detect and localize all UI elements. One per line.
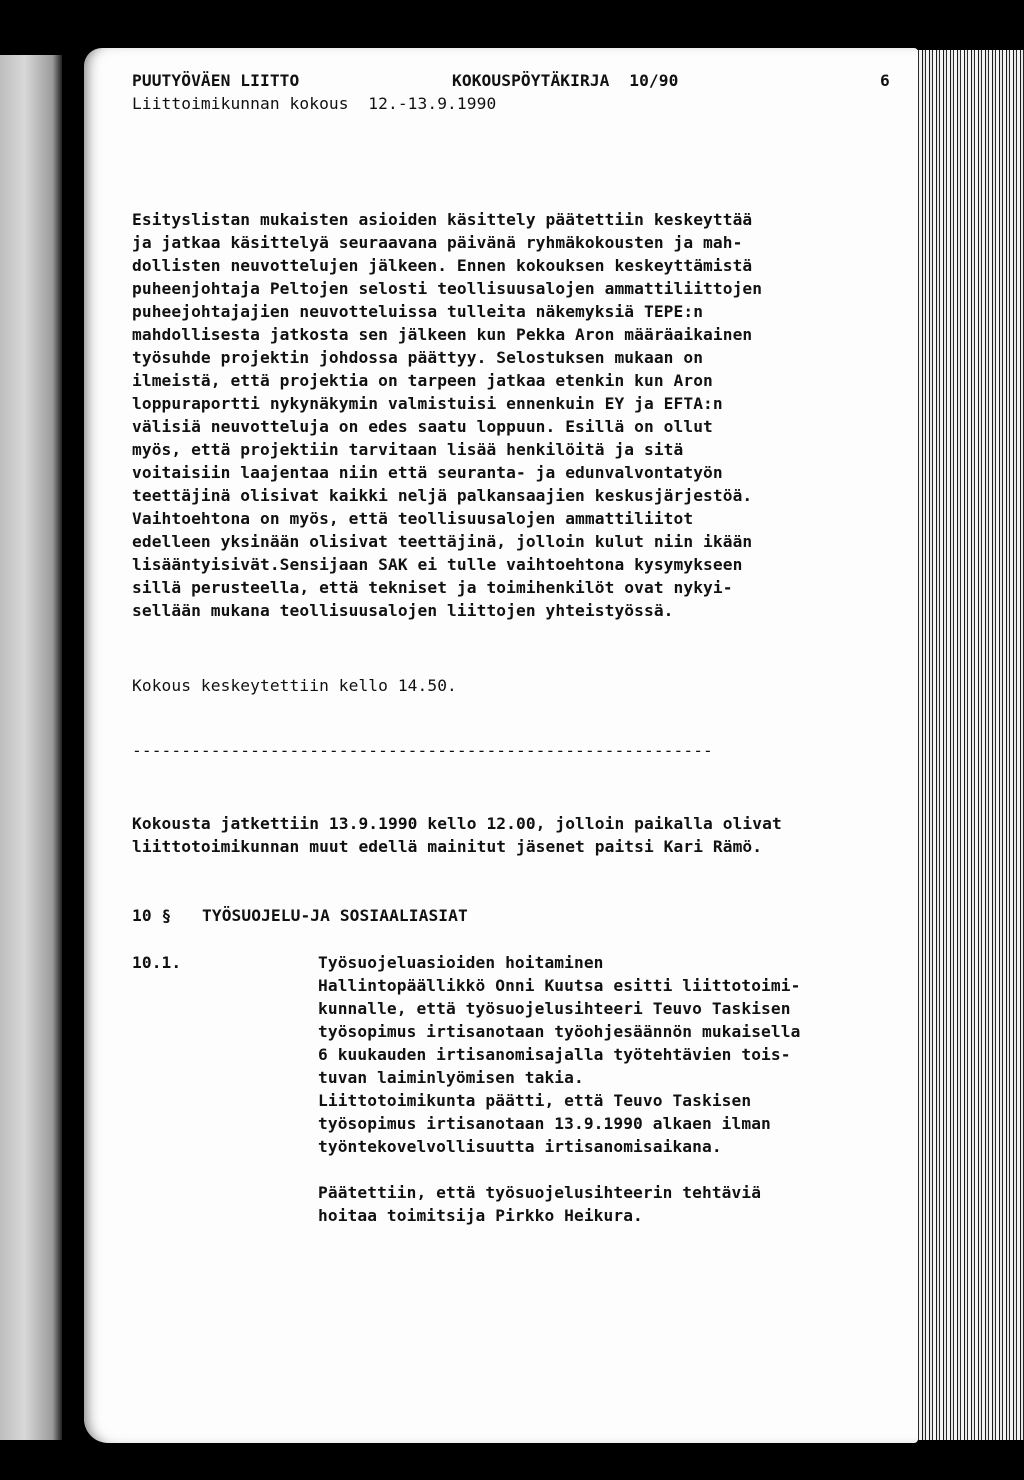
- previous-page-edge: [0, 55, 62, 1440]
- section-title: TYÖSUOJELU-JA SOSIAALIASIAT: [202, 906, 468, 925]
- subsection-body: Työsuojeluasioiden hoitaminen Hallintopäällikkö Onni Kuutsa esitti liittotoimi- kunnalle, että työsuojelusihteeri Teuvo Taskisen työsopimus irtisanotaan työohjesäännön mukaisella 6 kuukauden irtisanomisajalla työtehtävien tois- tuvan laiminlyömisen takia. Liittotoimikunta päätti, että Teuvo Taskisen työsopimus irtisanotaan 13.9.1990 alkaen ilman työntekovelvollisuutta irtisanomisaikana.: [318, 953, 801, 1156]
- header-document-title: KOKOUSPÖYTÄKIRJA 10/90: [452, 71, 679, 90]
- minutes-paragraph: Esityslistan mukaisten asioiden käsittely päätettiin keskeyttää ja jatkaa käsittelyä seuraavana päivänä ryhmäkokousten ja mah- dollisten neuvottelujen jälkeen. Ennen kokouksen keskeyttämistä puheenjohtaja Peltojen selosti teollisuusalojen ammattiliittojen puheejohtajajien neuvotteluissa tulleita näkemyksiä TEPE:n mahdollisesta jatkosta sen jälkeen kun Pekka Aron määräaikainen työsuhde projektin johdossa päättyy. Selostuksen mukaan on ilmeistä, että projektia on tarpeen jatkaa etenkin kun Aron loppuraportti nykynäkymin valmistuisi ennenkuin EY ja EFTA:n välisiä neuvotteluja on edes saatu loppuun. Esillä on ollut myös, että projektiin tarvitaan lisää henkilöitä ja sitä voitaisiin laajentaa niin että seuranta- ja edunvalvontatyön teettäjinä olisivat kaikki neljä palkansaajien keskusjärjestöä. Vaihtoehtona on myös, että teollisuusalojen ammattiliitot edelleen yksinään olisivat teettäjinä, jolloin kulut niin ikään lisääntyisivät.Sensijaan SAK ei tulle vaihtoehtona kysymykseen sillä perusteella, että tekniset ja toimihenkilöt ovat nykyi- sellään mukana teollisuusalojen liittojen yhteistyössä.: [132, 210, 763, 620]
- header-meeting: Liittoimikunnan kokous 12.-13.9.1990: [132, 94, 497, 113]
- header-organization: PUUTYÖVÄEN LIITTO: [132, 71, 300, 90]
- subsection-number: 10.1.: [132, 953, 182, 972]
- dashed-separator: -----------------------------------------------------------: [132, 741, 713, 760]
- decision-statement: Päätettiin, että työsuojelusihteerin tehtäviä hoitaa toimitsija Pirkko Heikura.: [318, 1183, 762, 1225]
- section-number: 10 §: [132, 906, 172, 925]
- book-page-edges: [912, 50, 1024, 1440]
- resumed-statement: Kokousta jatkettiin 13.9.1990 kello 12.00, jolloin paikalla olivat liittotoimikunnan muut edellä mainitut jäsenet paitsi Kari Rämö.: [132, 814, 782, 856]
- page-number: 6: [880, 71, 890, 90]
- adjourned-statement: Kokous keskeytettiin kello 14.50.: [132, 676, 457, 695]
